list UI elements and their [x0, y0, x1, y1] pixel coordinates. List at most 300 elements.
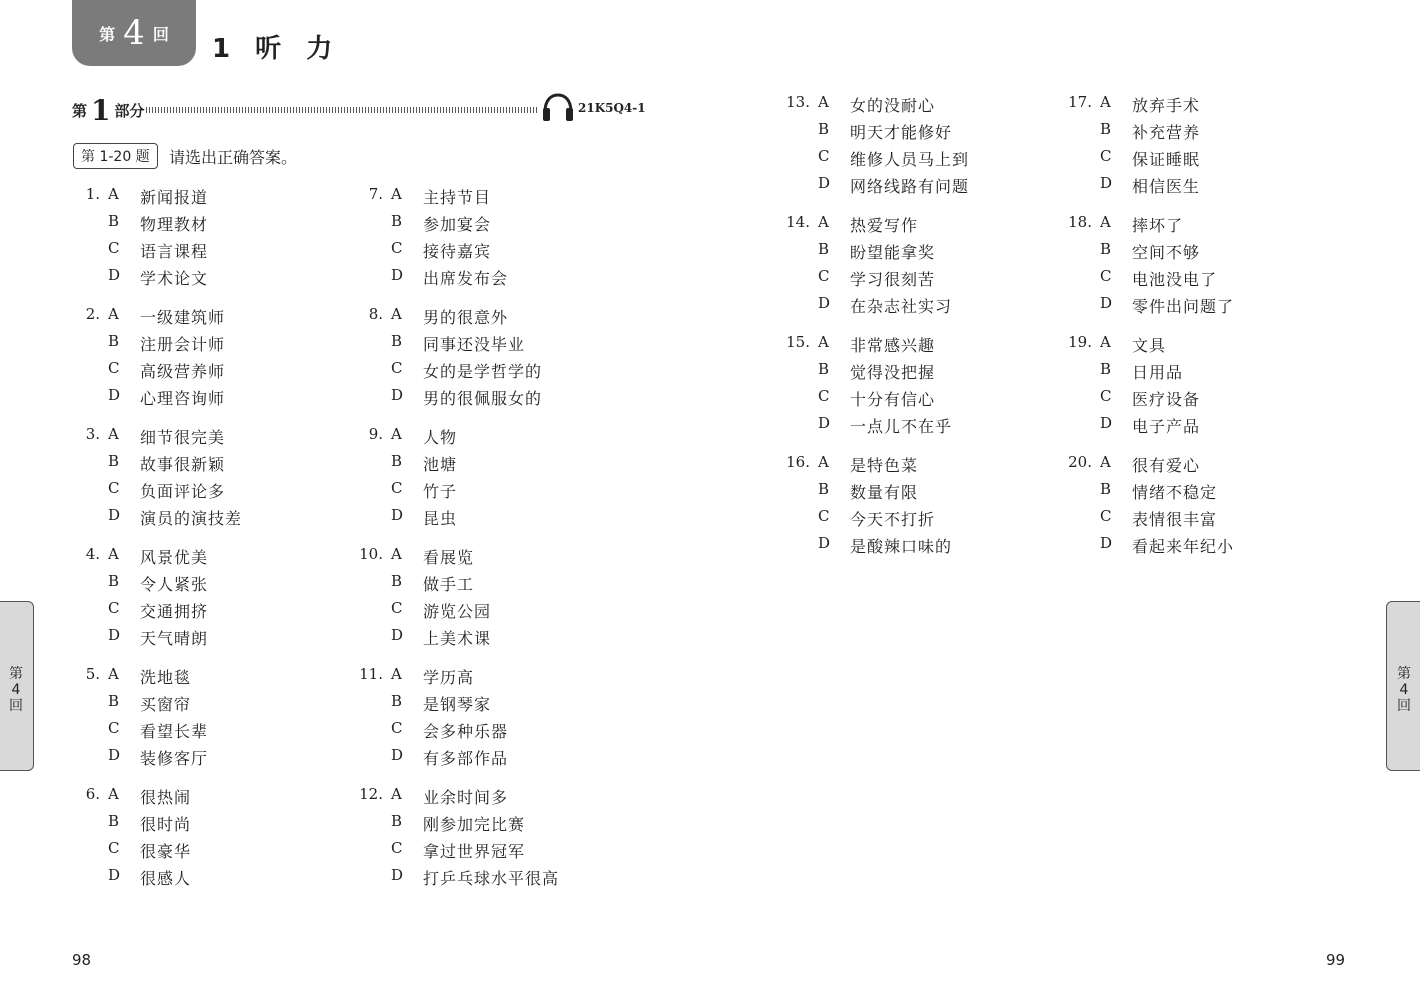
question-item	[1064, 213, 1324, 321]
question-item	[72, 305, 332, 413]
answer-option[interactable]	[1064, 93, 1324, 120]
answer-option[interactable]	[1064, 534, 1324, 561]
option-letter: A	[391, 665, 402, 683]
option-text: 业余时间多	[423, 788, 509, 807]
answer-option[interactable]	[1064, 213, 1324, 240]
answer-option[interactable]	[1064, 120, 1324, 147]
answer-option[interactable]	[72, 866, 332, 893]
option-text: 男的很佩服女的	[423, 389, 543, 408]
answer-option[interactable]	[355, 266, 615, 293]
option-text: 在杂志社实习	[850, 297, 953, 316]
option-text: 觉得没把握	[850, 363, 936, 382]
option-text: 同事还没毕业	[423, 335, 526, 354]
option-letter: A	[391, 425, 402, 443]
option-letter: B	[108, 332, 120, 350]
option-text: 摔坏了	[1132, 216, 1184, 235]
answer-option[interactable]	[355, 839, 615, 866]
option-letter: A	[391, 785, 402, 803]
option-letter: A	[391, 305, 402, 323]
option-text: 接待嘉宾	[423, 242, 492, 261]
option-text: 表情很丰富	[1132, 510, 1218, 529]
option-letter: D	[818, 534, 831, 552]
option-text: 很时尚	[140, 815, 192, 834]
answer-option[interactable]	[1064, 453, 1324, 480]
option-text: 维修人员马上到	[850, 150, 970, 169]
option-letter: D	[818, 174, 831, 192]
answer-option[interactable]	[355, 665, 615, 692]
answer-option[interactable]	[782, 240, 1042, 267]
round-tab	[72, 0, 196, 66]
side-tab-right	[1386, 601, 1420, 771]
option-letter: D	[391, 266, 404, 284]
answer-option[interactable]	[1064, 174, 1324, 201]
option-text: 很豪华	[140, 842, 192, 861]
answer-option[interactable]	[72, 746, 332, 773]
option-text: 放弃手术	[1132, 96, 1201, 115]
answer-option[interactable]	[782, 387, 1042, 414]
answer-option[interactable]	[355, 572, 615, 599]
option-text: 看起来年纪小	[1132, 537, 1235, 556]
question-number: 14.	[786, 213, 810, 231]
option-text: 拿过世界冠军	[423, 842, 526, 861]
option-text: 女的是学哲学的	[423, 362, 543, 381]
answer-option[interactable]	[72, 506, 332, 533]
option-text: 买窗帘	[140, 695, 192, 714]
answer-option[interactable]	[1064, 507, 1324, 534]
question-item	[72, 185, 332, 293]
question-number: 8.	[368, 305, 383, 323]
question-item	[355, 305, 615, 413]
answer-option[interactable]	[355, 599, 615, 626]
option-text: 明天才能修好	[850, 123, 953, 142]
question-number: 5.	[85, 665, 100, 683]
question-item	[72, 425, 332, 533]
answer-option[interactable]	[72, 719, 332, 746]
answer-option[interactable]	[72, 665, 332, 692]
answer-option[interactable]	[1064, 333, 1324, 360]
answer-option[interactable]	[782, 174, 1042, 201]
option-letter: C	[108, 239, 120, 257]
question-number: 11.	[359, 665, 383, 683]
option-letter: A	[1100, 453, 1111, 471]
answer-option[interactable]	[782, 534, 1042, 561]
answer-option[interactable]	[782, 333, 1042, 360]
question-item	[782, 333, 1042, 441]
option-text: 做手工	[423, 575, 475, 594]
answer-option[interactable]	[72, 386, 332, 413]
answer-option[interactable]	[72, 692, 332, 719]
option-letter: B	[108, 212, 120, 230]
option-letter: D	[818, 414, 831, 432]
option-letter: A	[108, 305, 119, 323]
answer-option[interactable]	[72, 305, 332, 332]
option-letter: C	[818, 267, 830, 285]
option-text: 一点儿不在乎	[850, 417, 953, 436]
question-number: 9.	[368, 425, 383, 443]
option-letter: C	[818, 147, 830, 165]
section-title: 1 听 力	[212, 34, 341, 64]
round-number: 4	[123, 13, 145, 53]
answer-option[interactable]	[72, 572, 332, 599]
option-text: 网络线路有问题	[850, 177, 970, 196]
option-text: 零件出问题了	[1132, 297, 1235, 316]
question-item	[355, 425, 615, 533]
option-letter: C	[108, 359, 120, 377]
part-number: 1	[91, 94, 111, 127]
question-item	[355, 545, 615, 653]
option-letter: C	[391, 719, 403, 737]
answer-option[interactable]	[72, 839, 332, 866]
answer-option[interactable]	[72, 266, 332, 293]
side-tab-label: 第 4 回	[9, 666, 23, 714]
round-prefix: 第	[99, 24, 116, 44]
answer-option[interactable]	[782, 414, 1042, 441]
question-item	[782, 93, 1042, 201]
option-letter: B	[391, 572, 403, 590]
option-letter: D	[108, 746, 121, 764]
question-item	[782, 453, 1042, 561]
question-item	[355, 785, 615, 893]
answer-option[interactable]	[355, 212, 615, 239]
option-letter: A	[818, 93, 829, 111]
option-text: 文具	[1132, 336, 1167, 355]
option-text: 是酸辣口味的	[850, 537, 953, 556]
option-text: 很有爱心	[1132, 456, 1201, 475]
answer-option[interactable]	[72, 212, 332, 239]
answer-option[interactable]	[355, 866, 615, 893]
option-letter: D	[1100, 174, 1113, 192]
headphones-icon	[541, 92, 575, 122]
option-text: 很感人	[140, 869, 192, 888]
question-item	[355, 185, 615, 293]
option-letter: C	[391, 239, 403, 257]
option-letter: B	[818, 240, 830, 258]
answer-option[interactable]	[72, 332, 332, 359]
option-letter: D	[391, 626, 404, 644]
option-letter: D	[108, 626, 121, 644]
option-text: 装修客厅	[140, 749, 209, 768]
option-text: 今天不打折	[850, 510, 936, 529]
question-item	[72, 785, 332, 893]
question-range-box: 第 1-20 题	[73, 143, 158, 169]
option-text: 参加宴会	[423, 215, 492, 234]
option-letter: A	[818, 453, 829, 471]
option-text: 男的很意外	[423, 308, 509, 327]
option-letter: A	[108, 785, 119, 803]
option-letter: C	[391, 479, 403, 497]
option-letter: A	[1100, 93, 1111, 111]
answer-option[interactable]	[72, 626, 332, 653]
option-text: 令人紧张	[140, 575, 209, 594]
answer-option[interactable]	[72, 452, 332, 479]
option-text: 池塘	[423, 455, 458, 474]
option-text: 非常感兴趣	[850, 336, 936, 355]
option-letter: C	[108, 479, 120, 497]
option-letter: D	[391, 386, 404, 404]
option-text: 细节很完美	[140, 428, 226, 447]
option-text: 空间不够	[1132, 243, 1201, 262]
option-text: 热爱写作	[850, 216, 919, 235]
question-item	[355, 665, 615, 773]
answer-option[interactable]	[355, 692, 615, 719]
option-text: 上美术课	[423, 629, 492, 648]
question-number: 16.	[786, 453, 810, 471]
option-text: 是特色菜	[850, 456, 919, 475]
option-text: 数量有限	[850, 483, 919, 502]
answer-option[interactable]	[355, 305, 615, 332]
answer-option[interactable]	[1064, 267, 1324, 294]
option-text: 刚参加完比赛	[423, 815, 526, 834]
option-text: 主持节目	[423, 188, 492, 207]
option-letter: D	[1100, 294, 1113, 312]
option-text: 相信医生	[1132, 177, 1201, 196]
option-text: 电子产品	[1132, 417, 1201, 436]
dotted-rule	[146, 107, 538, 113]
option-letter: D	[1100, 414, 1113, 432]
option-letter: B	[818, 120, 830, 138]
option-letter: A	[108, 185, 119, 203]
option-text: 打乒乓球水平很高	[423, 869, 560, 888]
answer-option[interactable]	[1064, 147, 1324, 174]
option-text: 会多种乐器	[423, 722, 509, 741]
answer-option[interactable]	[1064, 387, 1324, 414]
option-letter: C	[1100, 147, 1112, 165]
option-text: 很热闹	[140, 788, 192, 807]
answer-option[interactable]	[72, 812, 332, 839]
answer-option[interactable]	[1064, 480, 1324, 507]
answer-option[interactable]	[72, 239, 332, 266]
option-letter: B	[391, 452, 403, 470]
side-tab-label: 第 4 回	[1397, 666, 1411, 714]
option-letter: B	[108, 572, 120, 590]
option-letter: B	[1100, 240, 1112, 258]
answer-option[interactable]	[72, 425, 332, 452]
option-text: 游览公园	[423, 602, 492, 621]
option-text: 女的没耐心	[850, 96, 936, 115]
option-letter: D	[391, 746, 404, 764]
option-letter: B	[391, 812, 403, 830]
answer-option[interactable]	[355, 359, 615, 386]
question-number: 6.	[85, 785, 100, 803]
option-letter: B	[108, 452, 120, 470]
option-letter: A	[108, 545, 119, 563]
option-letter: B	[818, 480, 830, 498]
option-letter: C	[818, 507, 830, 525]
answer-option[interactable]	[72, 479, 332, 506]
question-number: 19.	[1068, 333, 1092, 351]
answer-option[interactable]	[355, 386, 615, 413]
part-prefix: 第	[72, 102, 88, 120]
audio-track-code: 21K5Q4-1	[578, 101, 646, 115]
question-item	[1064, 333, 1324, 441]
answer-option[interactable]	[72, 185, 332, 212]
option-text: 十分有信心	[850, 390, 936, 409]
question-number: 18.	[1068, 213, 1092, 231]
question-item	[72, 665, 332, 773]
page-number-right: 99	[1326, 951, 1346, 969]
option-text: 出席发布会	[423, 269, 509, 288]
answer-option[interactable]	[355, 506, 615, 533]
question-number: 10.	[359, 545, 383, 563]
answer-option[interactable]	[355, 479, 615, 506]
option-letter: D	[108, 386, 121, 404]
answer-option[interactable]	[355, 785, 615, 812]
question-item	[782, 213, 1042, 321]
option-text: 有多部作品	[423, 749, 509, 768]
option-letter: C	[108, 719, 120, 737]
answer-option[interactable]	[355, 626, 615, 653]
option-text: 看望长辈	[140, 722, 209, 741]
option-letter: A	[818, 213, 829, 231]
option-letter: A	[108, 425, 119, 443]
option-letter: D	[391, 866, 404, 884]
option-text: 洗地毯	[140, 668, 192, 687]
option-letter: C	[108, 839, 120, 857]
option-letter: C	[391, 359, 403, 377]
question-number: 4.	[85, 545, 100, 563]
option-text: 学习很刻苦	[850, 270, 936, 289]
answer-option[interactable]	[355, 545, 615, 572]
option-letter: A	[391, 545, 402, 563]
option-text: 物理教材	[140, 215, 209, 234]
answer-option[interactable]	[782, 147, 1042, 174]
answer-option[interactable]	[355, 719, 615, 746]
question-number: 7.	[368, 185, 383, 203]
instruction-text: 请选出正确答案。	[169, 148, 298, 167]
option-text: 日用品	[1132, 363, 1184, 382]
option-letter: C	[1100, 387, 1112, 405]
option-text: 交通拥挤	[140, 602, 209, 621]
answer-option[interactable]	[355, 812, 615, 839]
question-number: 12.	[359, 785, 383, 803]
option-letter: C	[391, 839, 403, 857]
option-text: 语言课程	[140, 242, 209, 261]
answer-option[interactable]	[1064, 360, 1324, 387]
option-text: 竹子	[423, 482, 458, 501]
option-text: 风景优美	[140, 548, 209, 567]
answer-option[interactable]	[355, 452, 615, 479]
option-letter: C	[1100, 267, 1112, 285]
option-letter: B	[108, 812, 120, 830]
option-letter: C	[818, 387, 830, 405]
answer-option[interactable]	[782, 213, 1042, 240]
question-item	[1064, 93, 1324, 201]
option-letter: D	[818, 294, 831, 312]
option-text: 昆虫	[423, 509, 458, 528]
option-letter: B	[1100, 120, 1112, 138]
answer-option[interactable]	[355, 332, 615, 359]
part-header	[72, 94, 145, 127]
question-number: 13.	[786, 93, 810, 111]
answer-option[interactable]	[72, 359, 332, 386]
option-letter: B	[1100, 480, 1112, 498]
option-letter: C	[1100, 507, 1112, 525]
option-letter: B	[391, 332, 403, 350]
answer-option[interactable]	[72, 599, 332, 626]
answer-option[interactable]	[782, 120, 1042, 147]
question-number: 2.	[85, 305, 100, 323]
question-number: 17.	[1068, 93, 1092, 111]
question-number: 15.	[786, 333, 810, 351]
option-text: 负面评论多	[140, 482, 226, 501]
question-number: 20.	[1068, 453, 1092, 471]
answer-option[interactable]	[1064, 240, 1324, 267]
answer-option[interactable]	[1064, 294, 1324, 321]
part-suffix: 部分	[114, 102, 145, 120]
answer-option[interactable]	[72, 545, 332, 572]
option-letter: D	[108, 506, 121, 524]
option-letter: D	[108, 866, 121, 884]
option-letter: A	[818, 333, 829, 351]
option-letter: C	[108, 599, 120, 617]
answer-option[interactable]	[355, 185, 615, 212]
option-letter: B	[818, 360, 830, 378]
option-text: 医疗设备	[1132, 390, 1201, 409]
question-item	[1064, 453, 1324, 561]
option-letter: B	[1100, 360, 1112, 378]
answer-option[interactable]	[782, 507, 1042, 534]
round-suffix: 回	[152, 24, 169, 44]
option-text: 心理咨询师	[140, 389, 226, 408]
option-text: 天气晴朗	[140, 629, 209, 648]
option-text: 情绪不稳定	[1132, 483, 1218, 502]
answer-option[interactable]	[782, 453, 1042, 480]
option-letter: A	[108, 665, 119, 683]
option-text: 保证睡眠	[1132, 150, 1201, 169]
option-text: 电池没电了	[1132, 270, 1218, 289]
option-letter: B	[391, 692, 403, 710]
option-letter: D	[1100, 534, 1113, 552]
option-text: 补充营养	[1132, 123, 1201, 142]
answer-option[interactable]	[782, 294, 1042, 321]
option-text: 学术论文	[140, 269, 209, 288]
option-letter: B	[391, 212, 403, 230]
option-text: 是钢琴家	[423, 695, 492, 714]
option-letter: D	[391, 506, 404, 524]
answer-option[interactable]	[355, 425, 615, 452]
side-tab-left	[0, 601, 34, 771]
option-text: 新闻报道	[140, 188, 209, 207]
answer-option[interactable]	[782, 93, 1042, 120]
option-text: 盼望能拿奖	[850, 243, 936, 262]
answer-option[interactable]	[782, 480, 1042, 507]
answer-option[interactable]	[355, 746, 615, 773]
page-number-left: 98	[72, 951, 92, 969]
option-text: 注册会计师	[140, 335, 226, 354]
option-letter: A	[1100, 213, 1111, 231]
option-text: 高级营养师	[140, 362, 226, 381]
option-text: 人物	[423, 428, 458, 447]
question-number: 3.	[85, 425, 100, 443]
option-text: 故事很新颖	[140, 455, 226, 474]
option-letter: A	[391, 185, 402, 203]
option-letter: A	[1100, 333, 1111, 351]
answer-option[interactable]	[355, 239, 615, 266]
option-text: 学历高	[423, 668, 475, 687]
option-text: 演员的演技差	[140, 509, 243, 528]
option-letter: C	[391, 599, 403, 617]
answer-option[interactable]	[1064, 414, 1324, 441]
question-item	[72, 545, 332, 653]
option-letter: B	[108, 692, 120, 710]
answer-option[interactable]	[72, 785, 332, 812]
question-number: 1.	[85, 185, 100, 203]
option-text: 看展览	[423, 548, 475, 567]
answer-option[interactable]	[782, 360, 1042, 387]
answer-option[interactable]	[782, 267, 1042, 294]
option-letter: D	[108, 266, 121, 284]
option-text: 一级建筑师	[140, 308, 226, 327]
